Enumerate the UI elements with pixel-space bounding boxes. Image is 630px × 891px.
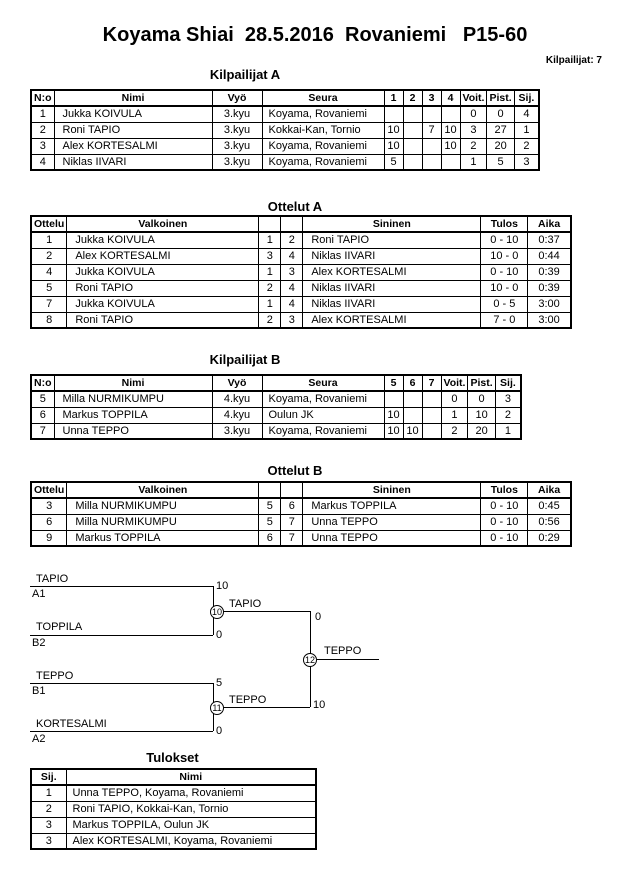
competitor-place: 1 — [495, 423, 521, 439]
white-name: Jukka KOIVULA — [67, 264, 259, 280]
col-header-blue: Sininen — [303, 482, 481, 498]
match-result: 7 - 0 — [481, 312, 528, 328]
white-no: 1 — [259, 264, 281, 280]
competitor-club: Koyama, Rovaniemi — [262, 391, 384, 407]
col-header-blue: Sininen — [303, 216, 481, 232]
table-row — [31, 514, 571, 530]
competitor-no: 6 — [31, 407, 54, 423]
bracket-match-node: 12 — [304, 655, 315, 665]
white-name: Alex KORTESALMI — [67, 248, 259, 264]
bracket-line — [30, 635, 213, 636]
bracket-sf1-top-score: 10 — [216, 580, 229, 592]
competitor-belt: 3.kyu — [212, 122, 262, 138]
blue-name: Unna TEPPO — [303, 514, 481, 530]
white-no: 6 — [259, 530, 281, 546]
section-heading-ottelut-b: Ottelut B — [267, 463, 323, 478]
table-header-row — [31, 769, 316, 785]
bracket-sf2-bottom-seed: A2 — [32, 733, 46, 745]
match-time: 0:39 — [528, 280, 571, 296]
col-header-wins: Voit. — [441, 375, 468, 391]
result-place: 2 — [31, 801, 66, 817]
competitors-count: Kilpailijat: 7 — [545, 55, 602, 66]
bracket-sf2-final-score: 10 — [313, 699, 326, 711]
elimination-bracket — [0, 565, 630, 760]
col-header-name: Nimi — [54, 375, 212, 391]
round-score: 10 — [384, 138, 403, 154]
competitor-no: 4 — [31, 154, 54, 170]
white-name: Roni TAPIO — [67, 312, 259, 328]
competitor-points: 20 — [487, 138, 514, 154]
competitor-wins: 0 — [460, 106, 487, 122]
competitor-points: 0 — [468, 391, 495, 407]
col-header-belt: Vyö — [212, 375, 262, 391]
result-name: Roni TAPIO, Kokkai-Kan, Tornio — [66, 801, 316, 817]
competitor-place: 2 — [514, 138, 539, 154]
bracket-match-node: 11 — [210, 701, 224, 715]
competitor-name: Roni TAPIO — [54, 122, 212, 138]
competitor-name: Markus TOPPILA — [54, 407, 212, 423]
white-no: 5 — [259, 498, 281, 514]
round-score: 10 — [403, 423, 422, 439]
col-header-time: Aika — [528, 482, 571, 498]
white-name: Milla NURMIKUMPU — [67, 498, 259, 514]
competitor-belt: 3.kyu — [212, 154, 262, 170]
match-time: 0:37 — [528, 232, 571, 248]
competitor-club: Kokkai-Kan, Tornio — [262, 122, 384, 138]
col-header-place: Sij. — [514, 90, 539, 106]
competitor-name: Alex KORTESALMI — [54, 138, 212, 154]
result-name: Markus TOPPILA, Oulun JK — [66, 817, 316, 833]
blue-no: 4 — [281, 248, 303, 264]
table-row — [31, 122, 539, 138]
table-row — [31, 785, 316, 801]
match-result: 10 - 0 — [481, 248, 528, 264]
col-header-wins: Voit. — [460, 90, 487, 106]
col-header-result: Tulos — [481, 482, 528, 498]
bracket-sf1-top-name: TAPIO — [36, 573, 69, 585]
blue-name: Niklas IIVARI — [303, 296, 481, 312]
competitor-points: 0 — [487, 106, 514, 122]
round-score — [422, 391, 441, 407]
table-row — [31, 801, 316, 817]
col-header-club: Seura — [262, 375, 384, 391]
round-score — [403, 391, 422, 407]
competitor-wins: 0 — [441, 391, 468, 407]
col-header-round-3: 3 — [422, 90, 441, 106]
col-header-blue-no — [281, 482, 303, 498]
round-score — [403, 122, 422, 138]
match-result: 0 - 10 — [481, 264, 528, 280]
white-no: 5 — [259, 514, 281, 530]
bracket-line — [213, 707, 310, 708]
round-score: 10 — [441, 138, 460, 154]
competitor-points: 5 — [487, 154, 514, 170]
competitor-name: Milla NURMIKUMPU — [54, 391, 212, 407]
competitor-belt: 3.kyu — [212, 106, 262, 122]
col-header-round-4: 4 — [441, 90, 460, 106]
bracket-sf1-bottom-seed: B2 — [32, 637, 46, 649]
col-header-white-no — [259, 216, 281, 232]
round-score — [441, 106, 460, 122]
blue-name: Alex KORTESALMI — [303, 264, 481, 280]
col-header-no: N:o — [31, 90, 54, 106]
competitor-place: 4 — [514, 106, 539, 122]
competitor-club: Koyama, Rovaniemi — [262, 423, 384, 439]
match-result: 0 - 5 — [481, 296, 528, 312]
col-header-points: Pist. — [487, 90, 514, 106]
col-header-round-7: 7 — [422, 375, 441, 391]
col-header-white: Valkoinen — [67, 216, 259, 232]
match-time: 3:00 — [528, 312, 571, 328]
table-row — [31, 391, 521, 407]
match-result: 10 - 0 — [481, 280, 528, 296]
section-heading-kilpailijat-b: Kilpailijat B — [209, 352, 281, 367]
table-row — [31, 296, 571, 312]
competitor-belt: 3.kyu — [212, 423, 262, 439]
col-header-round-6: 6 — [403, 375, 422, 391]
competitor-club: Oulun JK — [262, 407, 384, 423]
table-row — [31, 407, 521, 423]
blue-no: 2 — [281, 232, 303, 248]
kilpailijat-b-table — [30, 374, 522, 440]
col-header-no: N:o — [31, 375, 54, 391]
competitor-no: 5 — [31, 391, 54, 407]
blue-name: Unna TEPPO — [303, 530, 481, 546]
round-score: 5 — [384, 154, 403, 170]
blue-no: 4 — [281, 296, 303, 312]
competitor-club: Koyama, Rovaniemi — [262, 138, 384, 154]
bracket-line — [30, 683, 213, 684]
round-score: 10 — [384, 122, 403, 138]
match-time: 0:45 — [528, 498, 571, 514]
white-name: Milla NURMIKUMPU — [67, 514, 259, 530]
round-score — [422, 423, 441, 439]
competitor-no: 2 — [31, 122, 54, 138]
competitor-club: Koyama, Rovaniemi — [262, 154, 384, 170]
round-score — [403, 154, 422, 170]
round-score: 10 — [384, 407, 403, 423]
match-time: 0:44 — [528, 248, 571, 264]
result-name: Alex KORTESALMI, Koyama, Rovaniemi — [66, 833, 316, 849]
table-row — [31, 232, 571, 248]
match-no: 4 — [31, 264, 67, 280]
table-header-row — [31, 90, 539, 106]
bracket-final-winner: TEPPO — [324, 645, 362, 657]
col-header-place: Sij. — [31, 769, 66, 785]
competitor-points: 10 — [468, 407, 495, 423]
white-no: 1 — [259, 232, 281, 248]
competitor-name: Unna TEPPO — [54, 423, 212, 439]
match-time: 0:29 — [528, 530, 571, 546]
competitor-wins: 1 — [441, 407, 468, 423]
table-header-row — [31, 216, 571, 232]
section-heading-tulokset: Tulokset — [146, 750, 199, 765]
col-header-points: Pist. — [468, 375, 495, 391]
bracket-sf1-bottom-score: 0 — [216, 629, 223, 641]
match-result: 0 - 10 — [481, 514, 528, 530]
kilpailijat-a-table — [30, 89, 540, 171]
competitor-wins: 2 — [441, 423, 468, 439]
col-header-match: Ottelu — [31, 216, 67, 232]
match-result: 0 - 10 — [481, 530, 528, 546]
blue-name: Markus TOPPILA — [303, 498, 481, 514]
blue-no: 3 — [281, 264, 303, 280]
col-header-time: Aika — [528, 216, 571, 232]
white-no: 2 — [259, 280, 281, 296]
match-time: 0:56 — [528, 514, 571, 530]
competitor-belt: 4.kyu — [212, 407, 262, 423]
round-score — [422, 407, 441, 423]
col-header-name: Nimi — [66, 769, 316, 785]
col-header-white: Valkoinen — [67, 482, 259, 498]
ottelut-b-table — [30, 481, 572, 547]
round-score — [403, 407, 422, 423]
table-row — [31, 530, 571, 546]
col-header-blue-no — [281, 216, 303, 232]
col-header-belt: Vyö — [212, 90, 262, 106]
white-name: Jukka KOIVULA — [67, 296, 259, 312]
competitor-club: Koyama, Rovaniemi — [262, 106, 384, 122]
round-score — [403, 138, 422, 154]
col-header-club: Seura — [262, 90, 384, 106]
table-row — [31, 312, 571, 328]
white-name: Roni TAPIO — [67, 280, 259, 296]
match-no: 2 — [31, 248, 67, 264]
competitor-no: 7 — [31, 423, 54, 439]
bracket-line — [317, 659, 379, 660]
result-place: 3 — [31, 817, 66, 833]
match-no: 9 — [31, 530, 67, 546]
section-heading-ottelut-a: Ottelut A — [267, 199, 323, 214]
round-score — [441, 154, 460, 170]
competitor-name: Jukka KOIVULA — [54, 106, 212, 122]
match-no: 8 — [31, 312, 67, 328]
competitor-no: 1 — [31, 106, 54, 122]
match-no: 3 — [31, 498, 67, 514]
table-header-row — [31, 375, 521, 391]
table-row — [31, 817, 316, 833]
section-heading-kilpailijat-a: Kilpailijat A — [209, 67, 281, 82]
match-no: 6 — [31, 514, 67, 530]
table-row — [31, 423, 521, 439]
competitor-wins: 2 — [460, 138, 487, 154]
competitor-place: 1 — [514, 122, 539, 138]
table-row — [31, 833, 316, 849]
match-time: 0:39 — [528, 264, 571, 280]
col-header-round-2: 2 — [403, 90, 422, 106]
table-row — [31, 264, 571, 280]
table-header-row — [31, 482, 571, 498]
result-name: Unna TEPPO, Koyama, Rovaniemi — [66, 785, 316, 801]
bracket-sf2-top-name: TEPPO — [36, 670, 74, 682]
bracket-sf2-top-seed: B1 — [32, 685, 46, 697]
match-no: 5 — [31, 280, 67, 296]
bracket-sf2-bottom-name: KORTESALMI — [36, 718, 107, 730]
round-score — [422, 154, 441, 170]
white-name: Markus TOPPILA — [67, 530, 259, 546]
competitor-place: 2 — [495, 407, 521, 423]
round-score: 10 — [384, 423, 403, 439]
bracket-sf2-winner: TEPPO — [229, 694, 267, 706]
bracket-sf2-top-score: 5 — [216, 677, 223, 689]
round-score — [403, 106, 422, 122]
white-no: 2 — [259, 312, 281, 328]
blue-name: Alex KORTESALMI — [303, 312, 481, 328]
col-header-white-no — [259, 482, 281, 498]
table-row — [31, 154, 539, 170]
competitor-place: 3 — [495, 391, 521, 407]
blue-name: Niklas IIVARI — [303, 248, 481, 264]
col-header-round-5: 5 — [384, 375, 403, 391]
white-name: Jukka KOIVULA — [67, 232, 259, 248]
result-place: 1 — [31, 785, 66, 801]
page-title: Koyama Shiai 28.5.2016 Rovaniemi P15-60 — [102, 24, 528, 46]
round-score — [384, 106, 403, 122]
competitor-place: 3 — [514, 154, 539, 170]
blue-no: 6 — [281, 498, 303, 514]
col-header-name: Nimi — [54, 90, 212, 106]
table-row — [31, 280, 571, 296]
blue-name: Niklas IIVARI — [303, 280, 481, 296]
bracket-sf1-final-score: 0 — [315, 611, 322, 623]
competitor-points: 27 — [487, 122, 514, 138]
match-result: 0 - 10 — [481, 232, 528, 248]
bracket-sf1-winner: TAPIO — [229, 598, 262, 610]
round-score — [384, 391, 403, 407]
blue-no: 7 — [281, 530, 303, 546]
round-score — [422, 106, 441, 122]
match-time: 3:00 — [528, 296, 571, 312]
col-header-match: Ottelu — [31, 482, 67, 498]
white-no: 3 — [259, 248, 281, 264]
blue-no: 7 — [281, 514, 303, 530]
bracket-sf1-top-seed: A1 — [32, 588, 46, 600]
competitor-name: Niklas IIVARI — [54, 154, 212, 170]
col-header-round-1: 1 — [384, 90, 403, 106]
match-no: 7 — [31, 296, 67, 312]
round-score: 7 — [422, 122, 441, 138]
round-score — [422, 138, 441, 154]
bracket-line — [213, 611, 310, 612]
blue-no: 3 — [281, 312, 303, 328]
col-header-result: Tulos — [481, 216, 528, 232]
ottelut-a-table — [30, 215, 572, 329]
white-no: 1 — [259, 296, 281, 312]
blue-name: Roni TAPIO — [303, 232, 481, 248]
col-header-place: Sij. — [495, 375, 521, 391]
competitor-wins: 3 — [460, 122, 487, 138]
competitor-no: 3 — [31, 138, 54, 154]
bracket-line — [30, 586, 213, 587]
blue-no: 4 — [281, 280, 303, 296]
table-row — [31, 106, 539, 122]
round-score: 10 — [441, 122, 460, 138]
competitor-points: 20 — [468, 423, 495, 439]
table-row — [31, 248, 571, 264]
tulokset-table — [30, 768, 317, 850]
bracket-sf1-bottom-name: TOPPILA — [36, 621, 83, 633]
bracket-line — [30, 731, 213, 732]
match-result: 0 - 10 — [481, 498, 528, 514]
bracket-match-node: 10 — [211, 607, 222, 617]
competitor-belt: 4.kyu — [212, 391, 262, 407]
table-row — [31, 498, 571, 514]
competitor-wins: 1 — [460, 154, 487, 170]
match-no: 1 — [31, 232, 67, 248]
result-place: 3 — [31, 833, 66, 849]
competitor-belt: 3.kyu — [212, 138, 262, 154]
bracket-sf2-bottom-score: 0 — [216, 725, 223, 737]
table-row — [31, 138, 539, 154]
